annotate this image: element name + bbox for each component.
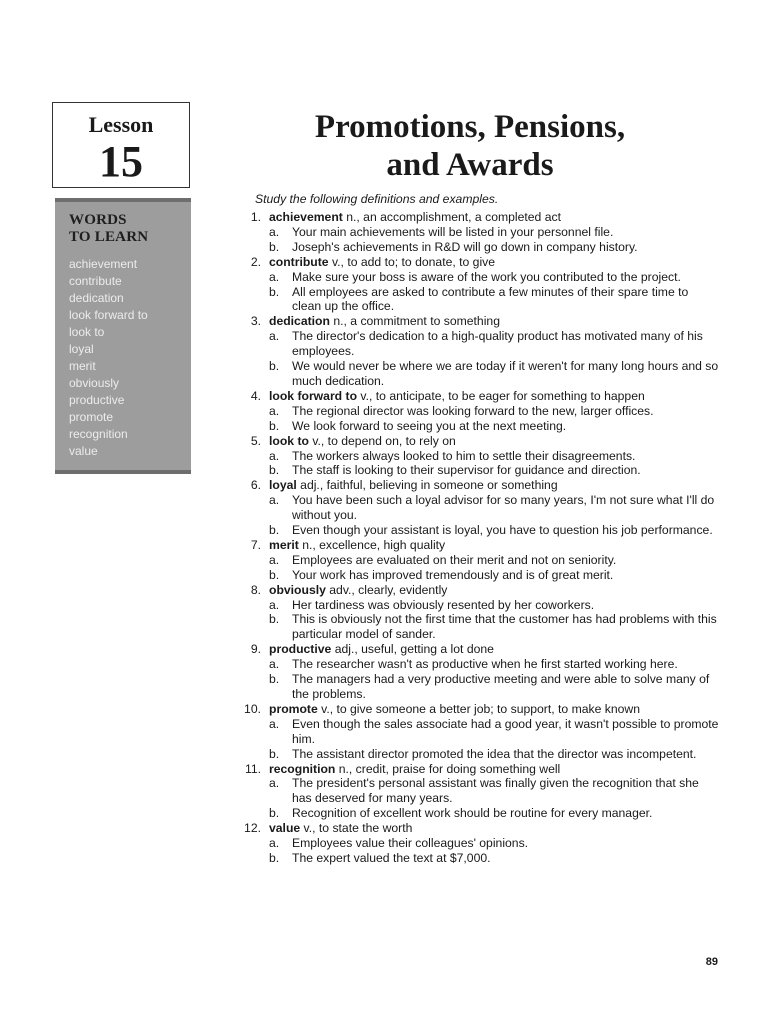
example-text: This is obviously not the first time that the customer has had problems with this particular model of sander. xyxy=(292,612,717,642)
example-sentence xyxy=(269,717,720,747)
entry-number: 11. xyxy=(244,761,261,776)
example-text: The staff is looking to their supervisor for guidance and direction. xyxy=(292,463,641,478)
entry-number: 10. xyxy=(244,701,261,716)
word-item: value xyxy=(69,444,98,458)
example-text: You have been such a loyal advisor for so many years, I'm not sure what I'll do without you. xyxy=(292,493,715,523)
entry-definition: n., excellence, high quality xyxy=(298,537,446,552)
example-letter: b. xyxy=(269,523,280,538)
entry-number: 5. xyxy=(250,433,261,448)
entry-definition: v., to give someone a better job; to support, to make known xyxy=(317,701,640,716)
entry-number: 8. xyxy=(250,582,261,597)
intro-text: Study the following definitions and examples. xyxy=(255,192,499,206)
definitions-list xyxy=(230,210,720,866)
example-sentence xyxy=(269,612,720,642)
example-sentence xyxy=(269,419,720,434)
definition-line xyxy=(250,537,720,553)
example-text: We would never be where we are today if it weren't for many long hours and so much dedication. xyxy=(292,359,719,388)
example-sentence xyxy=(269,329,720,359)
example-sentence xyxy=(269,523,720,538)
example-sentence xyxy=(269,404,720,419)
entry-number: 7. xyxy=(250,537,261,552)
entry-term: merit xyxy=(269,537,299,552)
example-sentence xyxy=(269,493,720,523)
example-letter: a. xyxy=(269,776,280,791)
word-item: look to xyxy=(69,325,105,339)
word-item: dedication xyxy=(69,291,124,305)
word-item: contribute xyxy=(69,274,122,288)
definition-entry xyxy=(230,538,720,583)
example-letter: b. xyxy=(269,239,280,254)
example-text: Make sure your boss is aware of the work you contributed to the project. xyxy=(292,269,681,284)
entry-definition: n., a commitment to something xyxy=(329,314,500,329)
words-heading-line2: TO LEARN xyxy=(69,229,149,245)
definition-entry xyxy=(230,389,720,434)
definition-line xyxy=(250,254,720,270)
word-item: loyal xyxy=(69,342,94,356)
example-sentence xyxy=(269,568,720,583)
example-letter: b. xyxy=(269,463,280,478)
entry-definition: v., to anticipate, to be eager for something to happen xyxy=(357,388,645,403)
definition-entry xyxy=(230,314,720,389)
example-text: Joseph's achievements in R&D will go down in company history. xyxy=(292,239,638,254)
entry-term: promote xyxy=(269,701,318,716)
example-letter: b. xyxy=(269,359,280,374)
entry-number: 6. xyxy=(250,478,261,493)
words-to-learn-heading xyxy=(69,212,191,246)
entry-definition: adj., faithful, believing in someone or something xyxy=(296,478,558,493)
example-text: Your work has improved tremendously and is of great merit. xyxy=(292,567,614,582)
entry-term: achievement xyxy=(269,210,343,224)
example-sentence xyxy=(269,806,720,821)
example-letter: a. xyxy=(269,329,280,344)
entry-number: 2. xyxy=(250,254,261,269)
word-item: merit xyxy=(69,359,96,373)
example-letter: b. xyxy=(269,806,280,821)
entry-number: 4. xyxy=(250,388,261,403)
definition-line xyxy=(250,314,720,329)
example-text: The president's personal assistant was finally given the recognition that she has deserved for many years. xyxy=(292,776,699,806)
example-text: Even though your assistant is loyal, you have to question his job performance. xyxy=(292,523,713,538)
example-sentence xyxy=(269,449,720,464)
entry-term: productive xyxy=(269,642,332,657)
example-letter: a. xyxy=(269,657,280,672)
lesson-number: 15 xyxy=(99,137,143,186)
definition-entry xyxy=(230,210,720,255)
example-text: Your main achievements will be listed in your personnel file. xyxy=(292,224,614,239)
definition-line xyxy=(250,582,720,598)
definition-entry xyxy=(230,478,720,538)
lesson-label: Lesson xyxy=(88,112,154,137)
entry-definition: adj., useful, getting a lot done xyxy=(331,642,494,657)
entry-definition: n., an accomplishment, a completed act xyxy=(342,210,561,224)
definition-line xyxy=(250,388,720,404)
entry-definition: adv., clearly, evidently xyxy=(325,582,448,597)
example-sentence xyxy=(269,270,720,285)
definition-entry xyxy=(230,255,720,315)
example-sentence xyxy=(269,285,720,315)
example-letter: a. xyxy=(269,836,280,851)
lesson-box xyxy=(52,102,190,188)
entry-term: contribute xyxy=(269,254,329,269)
definition-line xyxy=(244,761,720,777)
words-to-learn-box xyxy=(55,198,191,474)
example-text: Recognition of excellent work should be routine for every manager. xyxy=(292,806,653,821)
example-text: The assistant director promoted the idea that the director was incompetent. xyxy=(292,746,697,761)
word-item: productive xyxy=(69,393,125,407)
entry-term: obviously xyxy=(269,582,326,597)
example-sentence xyxy=(269,225,720,240)
entry-definition: v., to state the worth xyxy=(300,821,413,836)
definition-entry xyxy=(230,583,720,643)
definition-entry xyxy=(230,821,720,866)
example-letter: b. xyxy=(269,418,280,433)
example-letter: a. xyxy=(269,493,280,508)
words-heading-line1: WORDS xyxy=(69,212,127,228)
definition-line xyxy=(244,821,720,836)
example-sentence xyxy=(269,463,720,478)
definition-entry xyxy=(230,762,720,822)
example-letter: b. xyxy=(269,612,280,627)
example-letter: a. xyxy=(269,552,280,567)
example-letter: b. xyxy=(269,746,280,761)
title-line2: and Awards xyxy=(386,147,554,183)
entry-term: look to xyxy=(269,433,309,448)
definition-line xyxy=(244,701,720,717)
page-title xyxy=(230,108,710,184)
example-letter: b. xyxy=(269,672,280,687)
entry-definition: v., to depend on, to rely on xyxy=(308,433,456,448)
example-text: Employees value their colleagues' opinions. xyxy=(292,836,529,851)
entry-term: value xyxy=(269,821,301,836)
word-item: promote xyxy=(69,410,114,424)
example-sentence xyxy=(269,836,720,851)
entry-definition: v., to add to; to donate, to give xyxy=(328,254,496,269)
example-text: The regional director was looking forward to the new, larger offices. xyxy=(292,403,654,418)
example-letter: a. xyxy=(269,403,280,418)
entry-term: recognition xyxy=(269,761,336,776)
example-sentence xyxy=(269,553,720,568)
example-text: The director's dedication to a high-quality product has motivated many of his employees. xyxy=(292,329,703,359)
example-sentence xyxy=(269,851,720,866)
example-sentence xyxy=(269,657,720,672)
entry-number: 3. xyxy=(250,314,261,329)
example-sentence xyxy=(269,747,720,762)
example-text: All employees are asked to contribute a few minutes of their spare time to clean up the office. xyxy=(292,284,689,314)
definition-entry xyxy=(230,642,720,702)
definition-line xyxy=(250,478,720,493)
example-letter: b. xyxy=(269,567,280,582)
entry-number: 9. xyxy=(250,642,261,657)
example-sentence xyxy=(269,359,720,389)
entry-number: 12. xyxy=(244,821,261,836)
example-letter: a. xyxy=(269,224,280,239)
word-item: look forward to xyxy=(69,308,148,322)
page-number: 89 xyxy=(705,956,718,968)
example-sentence xyxy=(269,240,720,255)
example-text: The researcher wasn't as productive when he first started working here. xyxy=(292,657,678,672)
word-item: obviously xyxy=(69,376,120,390)
definition-entry xyxy=(230,434,720,479)
example-text: The workers always looked to him to settle their disagreements. xyxy=(292,448,636,463)
definition-entry xyxy=(230,702,720,762)
word-item: recognition xyxy=(69,427,128,441)
word-item: achievement xyxy=(69,257,138,271)
entry-term: look forward to xyxy=(269,388,358,403)
example-letter: b. xyxy=(269,850,280,865)
example-text: Employees are evaluated on their merit and not on seniority. xyxy=(292,552,617,567)
example-letter: a. xyxy=(269,269,280,284)
title-line1: Promotions, Pensions, xyxy=(314,109,626,145)
definition-line xyxy=(250,433,720,449)
entry-term: loyal xyxy=(269,478,297,493)
example-text: We look forward to seeing you at the next meeting. xyxy=(292,418,567,433)
entry-number: 1. xyxy=(250,210,261,224)
entry-definition: n., credit, praise for doing something well xyxy=(335,761,561,776)
example-sentence xyxy=(269,672,720,702)
example-letter: b. xyxy=(269,284,280,299)
example-text: Her tardiness was obviously resented by her coworkers. xyxy=(292,597,595,612)
words-list xyxy=(69,256,191,460)
example-sentence xyxy=(269,598,720,613)
example-sentence xyxy=(269,776,720,806)
example-text: Even though the sales associate had a good year, it wasn't possible to promote him. xyxy=(292,716,719,746)
example-text: The expert valued the text at $7,000. xyxy=(292,850,491,865)
example-letter: a. xyxy=(269,597,280,612)
definition-line xyxy=(250,210,720,225)
definition-line xyxy=(250,642,720,657)
example-letter: a. xyxy=(269,716,280,731)
example-text: The managers had a very productive meeting and were able to solve many of the problems. xyxy=(292,672,710,701)
example-letter: a. xyxy=(269,448,280,463)
entry-term: dedication xyxy=(269,314,330,329)
